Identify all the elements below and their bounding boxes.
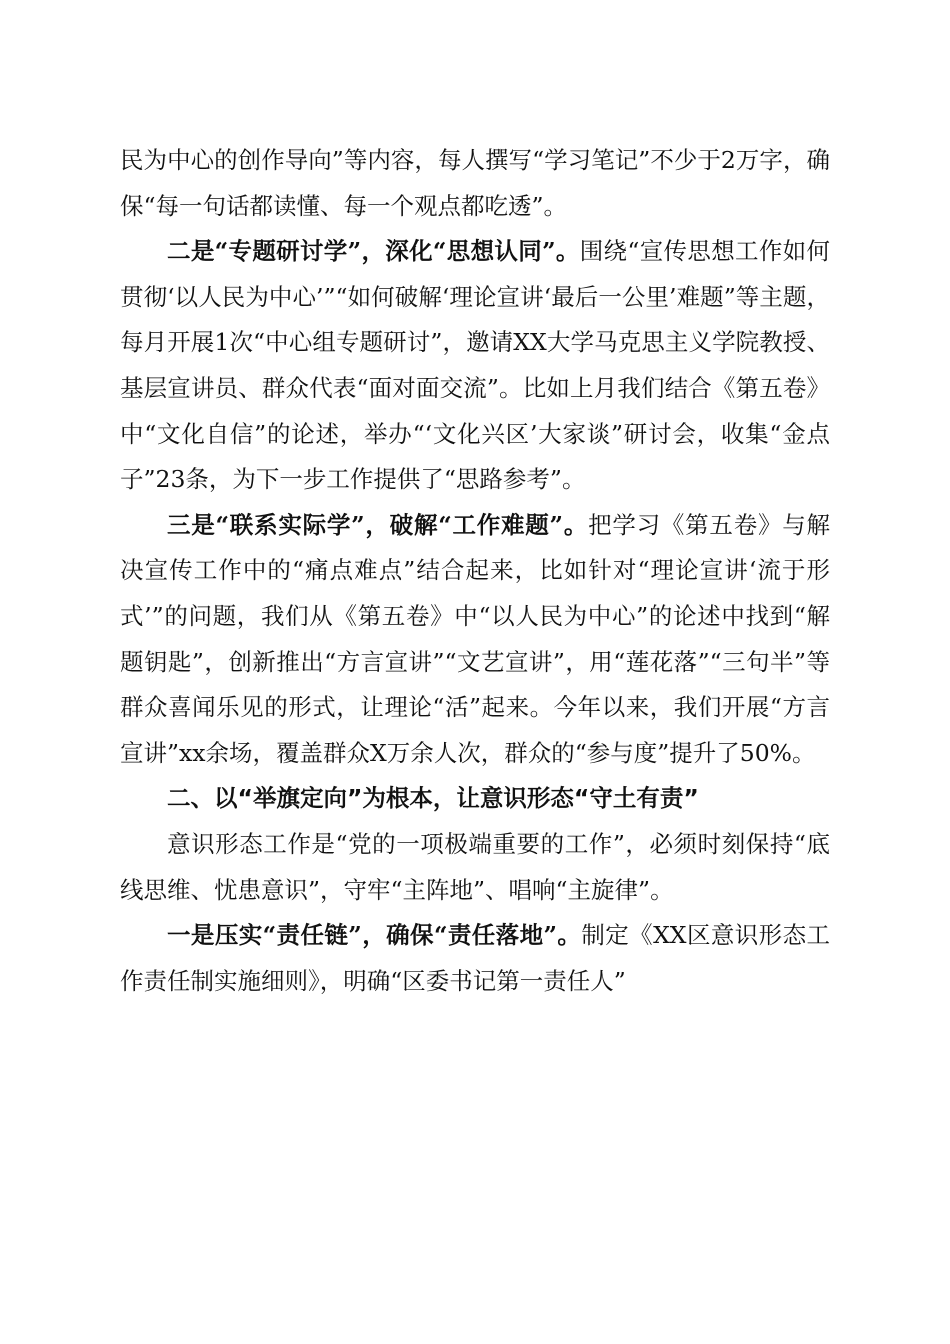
section-intro: [120, 822, 830, 913]
paragraph-practice-learning: [120, 503, 830, 777]
paragraph-text: 围绕“宣传思想工作如何贯彻‘以人民为中心’”“如何破解‘理论宣讲‘最后一公里’难题”等主题，每月开展1次“中心组专题研讨”，邀请XX大学马克思主义学院教授、基层宣讲员、群众代表“面对面交流”。比如上月我们结合《第五卷》中“文化自信”的论述，举办“‘文化兴区’大家谈”研讨会，收集“金点子”23条，为下一步工作提供了“思路参考”。: [120, 237, 830, 494]
paragraph-text: 意识形态工作是“党的一项极端重要的工作”，必须时刻保持“底线思维、忧患意识”，守牢“主阵地”、唱响“主旋律”。: [120, 829, 830, 904]
section-heading: 二、以“举旗定向”为根本，让意识形态“守土有责”: [167, 784, 699, 813]
paragraph-topic-discussion: [120, 229, 830, 503]
paragraph-responsibility-chain: [120, 913, 830, 1004]
paragraph-text: 制定《XX区意识形态工作责任制实施细则》，明确“区委书记第一责任人”: [120, 921, 830, 995]
document-body: [120, 138, 830, 1004]
paragraph-lead: 三是“联系实际学”，破解“工作难题”。: [167, 510, 589, 539]
paragraph-lead: 一是压实“责任链”，确保“责任落地”。: [167, 921, 582, 950]
paragraph-text: 民为中心的创作导向”等内容，每人撰写“学习笔记”不少于2万字，确保“每一句话都读懂、每一个观点都吃透”。: [120, 146, 830, 220]
paragraph-continuation: [120, 138, 830, 229]
paragraph-lead: 二是“专题研讨学”，深化“思想认同”。: [167, 237, 580, 266]
paragraph-text: 把学习《第五卷》与解决宣传工作中的“痛点难点”结合起来，比如针对“理论宣讲‘流于形式’”的问题，我们从《第五卷》中“以人民为中心”的论述中找到“解题钥匙”，创新推出“方言宣讲”“文艺宣讲”，用“莲花落”“三句半”等群众喜闻乐见的形式，让理论“活”起来。今年以来，我们开展“方言宣讲”xx余场，覆盖群众X万余人次，群众的“参与度”提升了50%。: [120, 510, 830, 767]
